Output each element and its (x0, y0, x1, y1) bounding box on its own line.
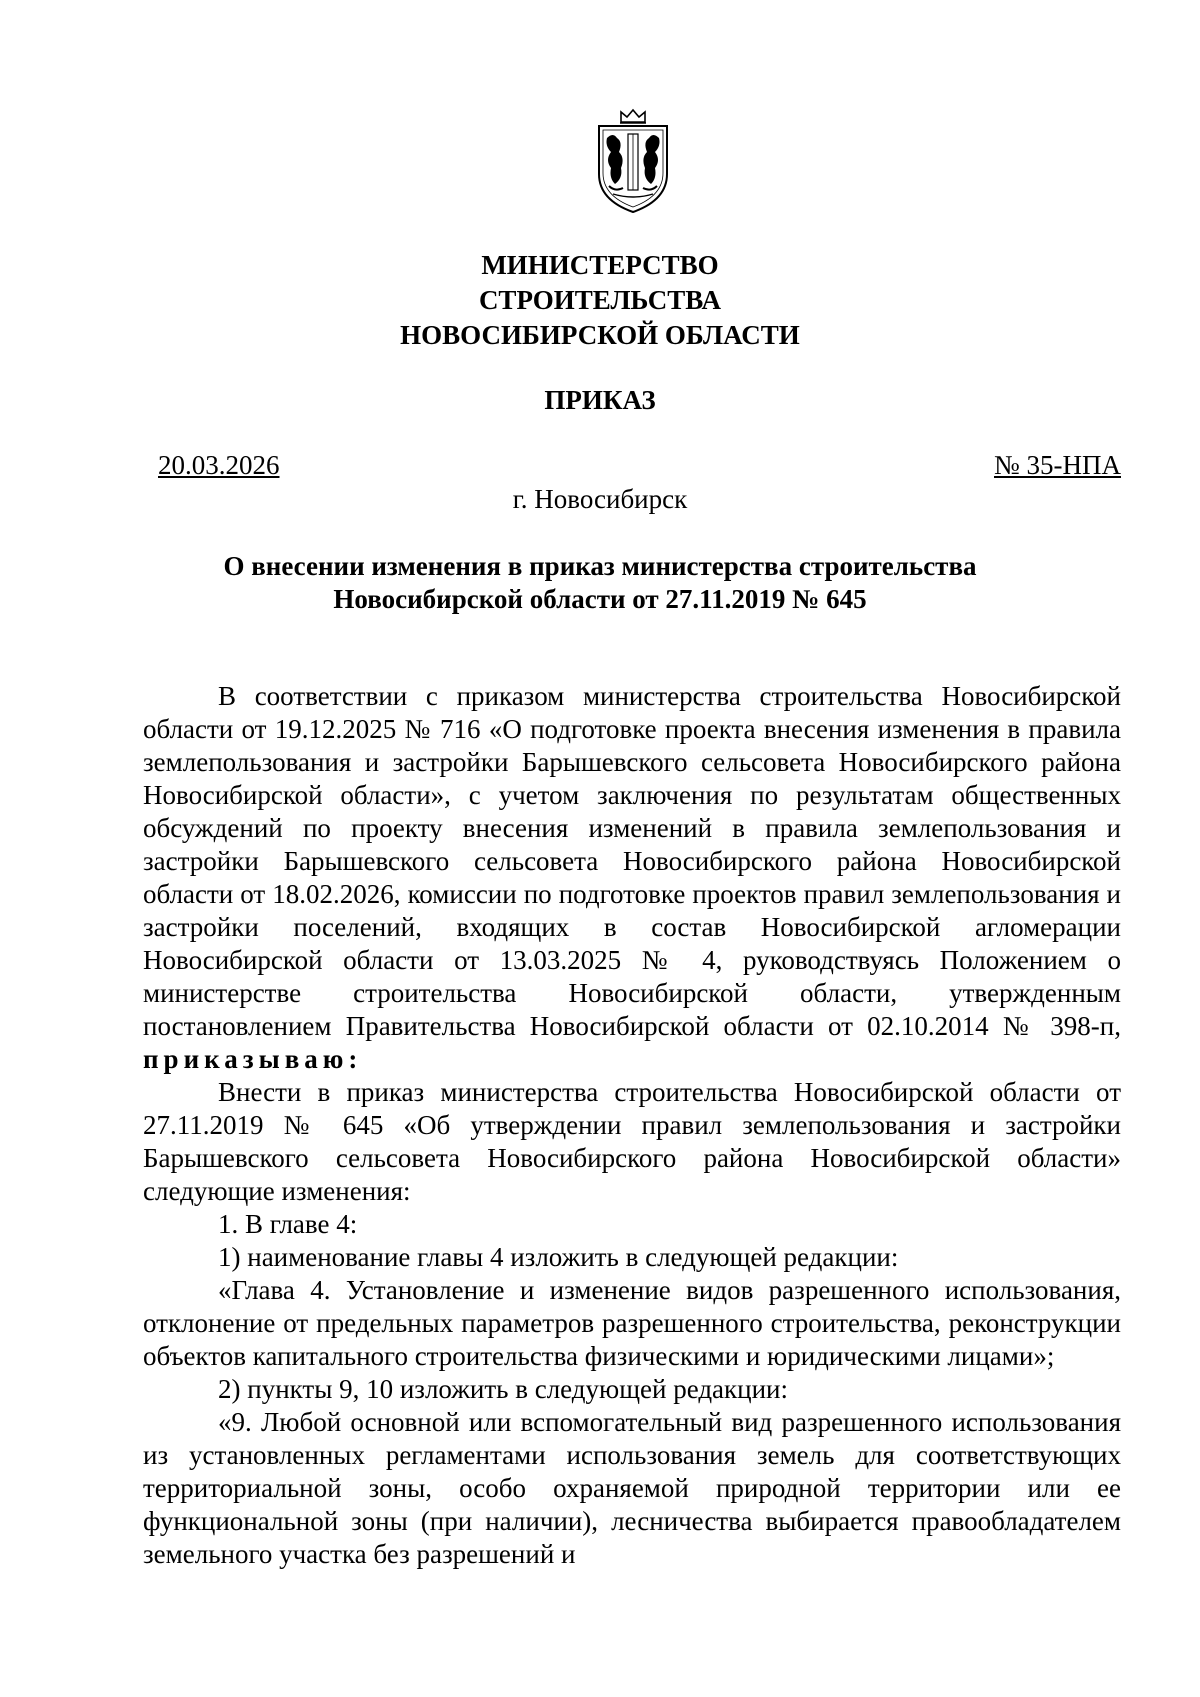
paragraph-preamble-text: В соответствии с приказом министерства строительства Новосибирской области от 19.12.2025 № 716 «О подготовке проекта внесения изменения в правила землепользования и застройки Барышевского сельсовета Новосибирского района Новосибирской области», с учетом заключения по результатам общественных обсуждений по проекту внесения изменений в правила землепользования и застройки Барышевского сельсовета Новосибирского района Новосибирской области от 18.02.2026, комиссии по подготовке проектов правил землепользования и застройки поселений, входящих в состав Новосибирской агломерации Новосибирской области от 13.03.2025 № 4, руководствуясь Положением о министерстве строительства Новосибирской области, утвержденным постановлением Правительства Новосибирской области от 02.10.2014 № 398-п, (143, 681, 1121, 1041)
ministry-header-line-3: НОВОСИБИРСКОЙ ОБЛАСТИ (400, 320, 800, 350)
coat-of-arms-icon (593, 108, 673, 216)
paragraph-chapter-title: «Глава 4. Установление и изменение видов разрешенного использования, отклонение от предельных параметров разрешенного строительства, реконструкции объектов капитального строительства физическими и юридическими лицами»; (143, 1275, 1121, 1371)
paragraph-subitem-1: 1) наименование главы 4 изложить в следующей редакции: (218, 1242, 899, 1272)
order-title: ПРИКАЗ (544, 385, 656, 415)
ministry-header-line-1: МИНИСТЕРСТВО (481, 250, 719, 280)
order-date: 20.03.2026 (158, 450, 280, 480)
order-number: № 35-НПА (994, 450, 1121, 480)
ministry-header (0, 248, 1200, 353)
order-city: г. Новосибирск (512, 484, 688, 514)
ministry-header-line-2: СТРОИТЕЛЬСТВА (478, 285, 722, 315)
paragraph-point-9: «9. Любой основной или вспомогательный вид разрешенного использования из установленных регламентами использования земель для соответствующих территориальной зоны, особо охраняемой природной территории или ее функциональной зоны (при наличии), лесничества выбирается правообладателем земельного участка без разрешений и (143, 1407, 1121, 1569)
paragraph-item-1: 1. В главе 4: (218, 1209, 358, 1239)
paragraph-amend-intro: Внести в приказ министерства строительства Новосибирской области от 27.11.2019 № 645 «Об утверждении правил землепользования и застройки Барышевского сельсовета Новосибирского района Новосибирской области» следующие изменения: (143, 1077, 1121, 1206)
order-subject: О внесении изменения в приказ министерства строительства Новосибирской области от 27.11.2019 № 645 (223, 551, 977, 614)
paragraph-subitem-2: 2) пункты 9, 10 изложить в следующей редакции: (218, 1374, 789, 1404)
document-body (143, 680, 1121, 1571)
paragraph-preamble (143, 680, 1121, 1076)
order-keyword: приказываю: (143, 1044, 363, 1074)
